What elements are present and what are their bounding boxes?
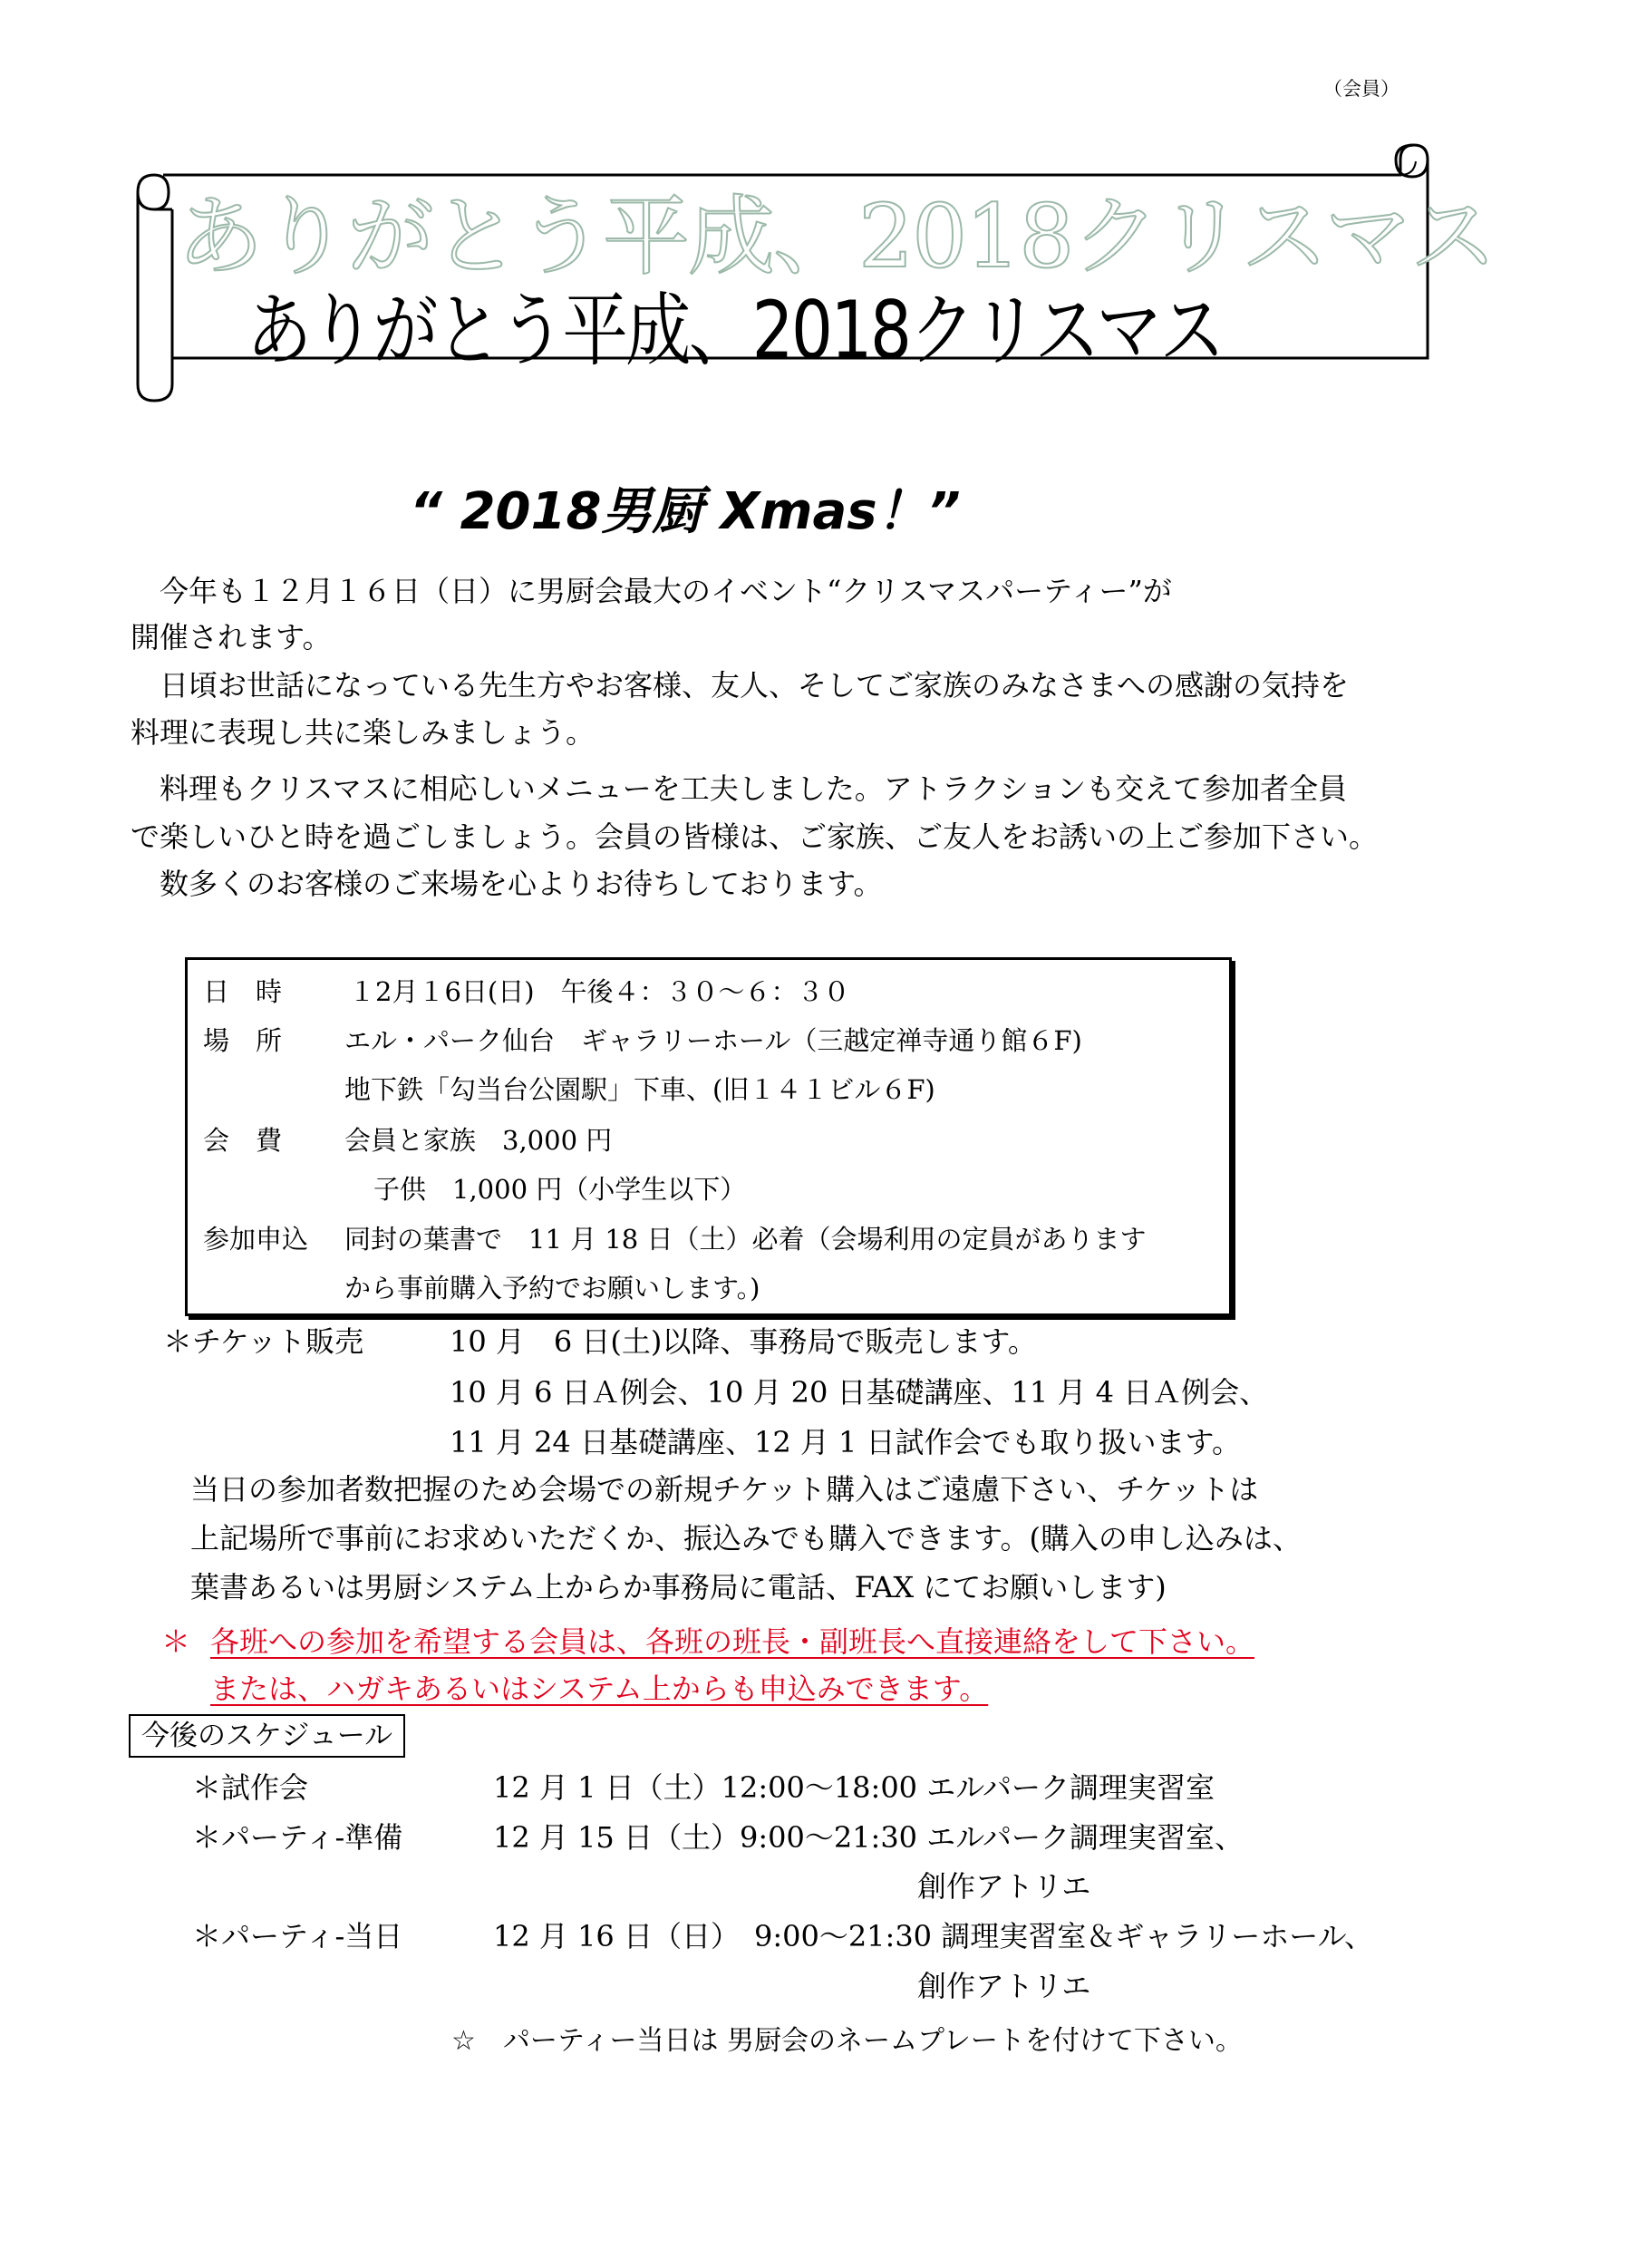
- schedule-heading: 今後のスケジュール: [129, 1714, 405, 1758]
- schedule-item-value: 12 月 16 日（日） 9:00～21:30 調理実習室＆ギャラリーホール、: [493, 1919, 1374, 1953]
- fee-line1: 会員と家族 3,000 円: [344, 1125, 613, 1156]
- red-notice-line1: 各班への参加を希望する会員は、各班の班長・副班長へ直接連絡をして下さい。: [210, 1624, 1255, 1659]
- apply-label: 参加申込: [203, 1224, 309, 1255]
- red-notice-line2: または、ハガキあるいはシステム上からも申込みできます。: [210, 1672, 989, 1706]
- intro-p1-line1: 今年も１２月１６日（日）に男厨会最大のイベント“クリスマスパーティー”が: [131, 574, 1172, 608]
- schedule-item-label: ＊試作会: [192, 1770, 309, 1805]
- venue-line1: エル・パーク仙台 ギャラリーホール（三越定禅寺通り館６F): [344, 1025, 1082, 1056]
- ticket-line2: 10 月 6 日Ａ例会、10 月 20 日基礎講座、11 月 4 日Ａ例会、: [450, 1375, 1269, 1410]
- apply-line1: 同封の葉書で 11 月 18 日（土）必着（会場利用の定員があります: [344, 1224, 1147, 1255]
- ticket-note-line2: 上記場所で事前にお求めいただくか、振込みでも購入できます。(購入の申し込みは、: [190, 1521, 1302, 1556]
- intro-p2-line2: 料理に表現し共に楽しみましょう。: [131, 715, 596, 750]
- intro-p1-line2: 開催されます。: [131, 620, 332, 654]
- fee-line2: 子供 1,000 円（小学生以下）: [373, 1174, 747, 1205]
- intro-p4-line1: 数多くのお客様のご来場を心よりお待ちしております。: [131, 867, 883, 901]
- ticket-line1: 10 月 6 日(土)以降、事務局で販売します。: [450, 1324, 1037, 1359]
- intro-p2-line1: 日頃お世話になっている先生方やお客様、友人、そしてご家族のみなさまへの感謝の気持を: [131, 668, 1350, 703]
- event-info-box: [185, 957, 1232, 1316]
- intro-p3-line1: 料理もクリスマスに相応しいメニューを工夫しました。アトラクションも交えて参加者全員: [131, 771, 1348, 806]
- schedule-item-value-cont: 創作アトリエ: [917, 1969, 1091, 2003]
- ticket-note-line3: 葉書あるいは男厨システム上からか事務局に電話、FAX にてお願いします): [190, 1570, 1167, 1604]
- intro-p3-line2: で楽しいひと時を過ごしましょう。会員の皆様は、ご家族、ご友人をお誘いの上ご参加下さい。: [131, 819, 1379, 854]
- event-subtitle: “ 2018男厨 Xmas！”: [410, 482, 961, 541]
- red-notice-mark: ＊: [161, 1624, 191, 1659]
- fee-label: 会 費: [203, 1125, 283, 1156]
- banner-title: ありがとう平成、2018クリスマス: [247, 284, 1224, 377]
- venue-line2: 地下鉄「勾当台公園駅」下車、(旧１４１ビル６F): [344, 1074, 935, 1105]
- datetime-value: １2月１6日(日) 午後４：３０～６：３０: [349, 976, 850, 1007]
- schedule-item-value-cont: 創作アトリエ: [917, 1869, 1091, 1904]
- member-label: （会員）: [1323, 78, 1399, 100]
- schedule-item-value: 12 月 1 日（土）12:00～18:00 エルパーク調理実習室: [493, 1770, 1215, 1805]
- venue-label: 場 所: [203, 1025, 283, 1056]
- ticket-line3: 11 月 24 日基礎講座、12 月 1 日試作会でも取り扱います。: [450, 1425, 1241, 1459]
- nameplate-note: ☆ パーティー当日は 男厨会のネームプレートを付けて下さい。: [451, 2025, 1243, 2057]
- ticket-label: ＊チケット販売: [163, 1324, 364, 1359]
- ticket-note-line1: 当日の参加者数把握のため会場での新規チケット購入はご遠慮下さい、チケットは: [190, 1472, 1259, 1507]
- apply-line2: から事前購入予約でお願いします。): [344, 1273, 760, 1304]
- schedule-item-label: ＊パーティ-準備: [192, 1820, 403, 1855]
- schedule-item-label: ＊パーティ-当日: [192, 1919, 403, 1953]
- schedule-item-value: 12 月 15 日（土）9:00～21:30 エルパーク調理実習室、: [493, 1820, 1244, 1855]
- datetime-label: 日 時: [203, 976, 283, 1007]
- banner-ghost-title: ありがとう平成、2018クリスマス: [177, 186, 1496, 287]
